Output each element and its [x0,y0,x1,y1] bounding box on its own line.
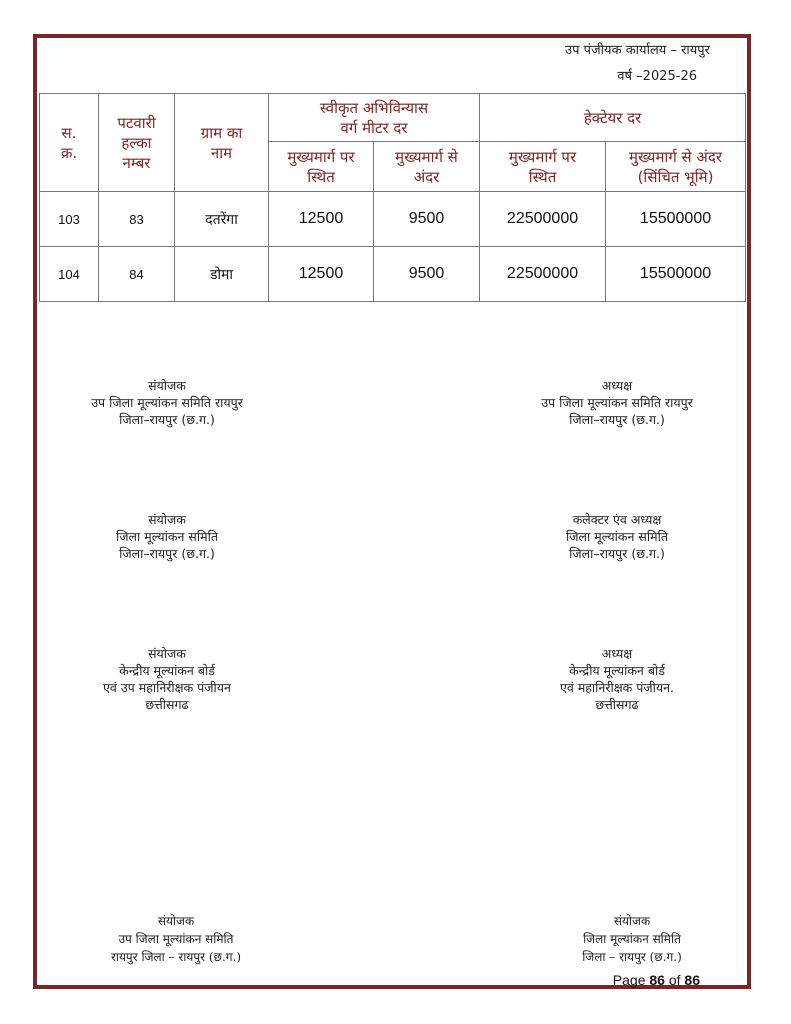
signature-title: संयोजक [148,378,186,393]
header-serial: स. क्र. [40,94,99,192]
table-row [40,192,746,247]
office-title: उप पंजीयक कार्यालय – रायपुर [565,43,710,58]
cell-sqm-main: 12500 [269,247,374,302]
header-group-sqm: स्वीकृत अभिविन्यास वर्ग मीटर दर [269,94,480,142]
cell-serial: 103 [40,192,99,247]
signature-line: उप जिला मूल्यांकन समिति रायपुर [541,395,693,410]
signature-line: रायपुर जिला – रायपुर (छ.ग.) [110,950,242,964]
page-of: of [664,972,685,988]
signature-title: संयोजक [148,646,186,661]
signature-line: एवं महानिरीक्षक पंजीयन. [559,680,675,695]
cell-ha-inside: 15500000 [606,192,746,247]
cell-serial: 104 [40,247,99,302]
signature-title: संयोजक [613,914,651,928]
signature-line: केन्द्रीय मूल्यांकन बोर्ड [119,663,215,678]
signature-block-sub-district-chairman [467,377,767,428]
header-group-hectare: हेक्टेयर दर [480,94,746,142]
signature-title: संयोजक [148,512,186,527]
signature-title: अध्यक्ष [601,378,633,393]
header-sqm-inside-main-road: मुख्यमार्ग से अंदर [374,142,480,192]
header-village: ग्राम का नाम [175,94,269,192]
signature-line: छत्तीसगढ [145,697,189,712]
rates-table [39,93,746,302]
cell-sqm-inside: 9500 [374,192,480,247]
signature-block-sub-district-convener [17,377,317,428]
header-patwari: पटवारी हल्का नम्बर [99,94,175,192]
signature-line: जिला–रायपुर (छ.ग.) [569,546,665,561]
signature-block-bottom-left-convener [26,912,326,966]
cell-sqm-inside: 9500 [374,247,480,302]
cell-ha-main: 22500000 [480,247,606,302]
signature-line: जिला मूल्यांकन समिति [116,529,218,544]
signature-block-central-board-chairman [467,645,767,713]
signature-block-district-convener [17,511,317,562]
signature-title: संयोजक [157,914,195,928]
header-sqm-on-main-road: मुख्यमार्ग पर स्थित [269,142,374,192]
page-prefix: Page [612,972,650,988]
cell-patwari: 83 [99,192,175,247]
signature-line: जिला मूल्यांकन समिति [566,529,668,544]
signature-line: जिला मूल्यांकन समिति [583,932,681,946]
signature-line: एवं उप महानिरीक्षक पंजीयन [103,680,231,695]
year-label: वर्ष –2025-26 [617,69,697,84]
signature-line: उप जिला मूल्यांकन समिति रायपुर [91,395,243,410]
cell-village: दतरेंगा [175,192,269,247]
cell-village: डोमा [175,247,269,302]
signature-title: अध्यक्ष [601,646,633,661]
page-current: 86 [649,972,665,988]
cell-sqm-main: 12500 [269,192,374,247]
page-total: 86 [684,972,700,988]
page-number [560,972,700,988]
signature-block-collector-chairman [467,511,767,562]
signature-title: कलेक्टर एंव अध्यक्ष [572,512,662,527]
cell-ha-main: 22500000 [480,192,606,247]
signature-block-bottom-right-convener [482,912,782,966]
header-ha-inside-irrigated: मुख्यमार्ग से अंदर (सिंचित भूमि) [606,142,746,192]
signature-line: छत्तीसगढ [595,697,639,712]
cell-patwari: 84 [99,247,175,302]
signature-line: उप जिला मूल्यांकन समिति [118,932,234,946]
signature-line: जिला–रायपुर (छ.ग.) [119,412,215,427]
cell-ha-inside: 15500000 [606,247,746,302]
signature-line: जिला–रायपुर (छ.ग.) [119,546,215,561]
table-row [40,247,746,302]
signature-line: जिला–रायपुर (छ.ग.) [569,412,665,427]
signature-block-central-board-convener [17,645,317,713]
header-ha-on-main-road: मुख्यमार्ग पर स्थित [480,142,606,192]
signature-line: जिला – रायपुर (छ.ग.) [582,950,682,964]
signature-line: केन्द्रीय मूल्यांकन बोर्ड [569,663,665,678]
